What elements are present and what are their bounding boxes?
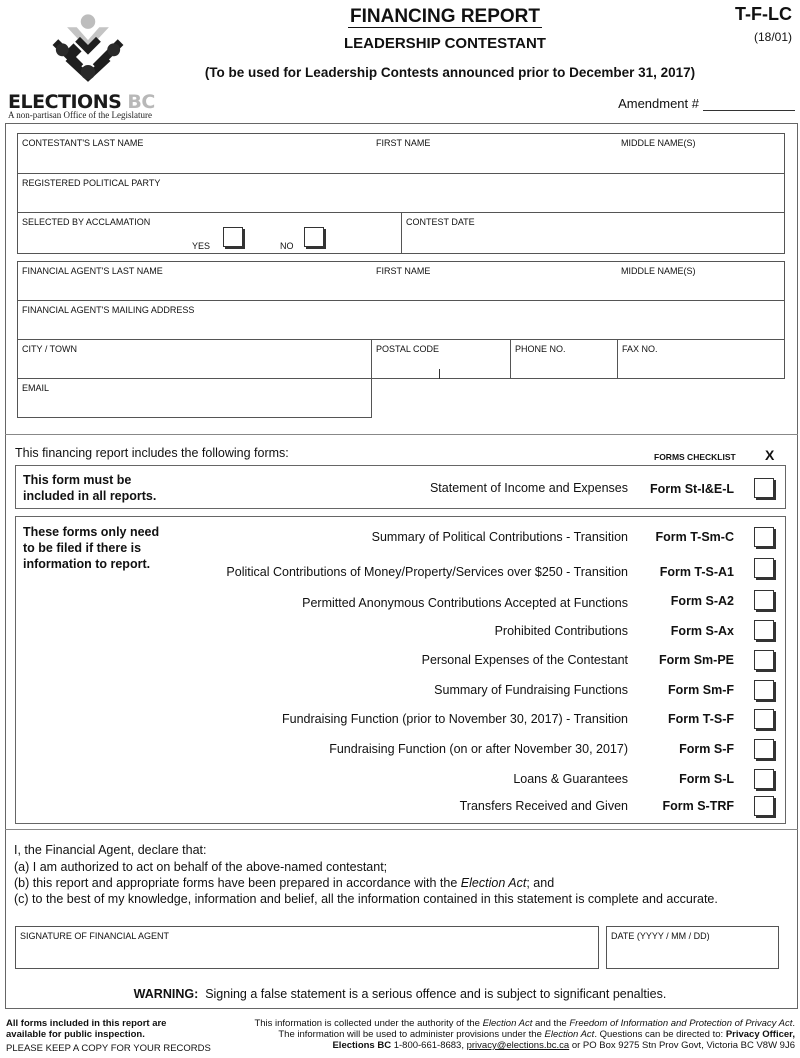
form-code-s-f: Form S-F	[679, 742, 734, 756]
signature-field[interactable]	[15, 926, 599, 969]
postal-code-separator	[439, 369, 440, 379]
checkbox-sm-pe[interactable]	[754, 650, 774, 670]
acclamation-label: SELECTED BY ACCLAMATION	[22, 217, 151, 227]
form-desc-st-ie-l: Statement of Income and Expenses	[429, 481, 628, 495]
checklist-x-mark: X	[765, 447, 775, 463]
signature-label: SIGNATURE OF FINANCIAL AGENT	[20, 931, 170, 941]
phone-field[interactable]	[510, 339, 618, 379]
amendment-label: Amendment #	[618, 96, 699, 111]
page-title: FINANCING REPORT	[350, 6, 540, 27]
form-code-s-a2: Form S-A2	[670, 594, 734, 608]
form-desc-s-f: Fundraising Function (on or after November 30, 2017)	[329, 742, 628, 756]
checkbox-t-s-f[interactable]	[754, 709, 774, 729]
city-label: CITY / TOWN	[22, 344, 78, 354]
optional-group-title: These forms only need to be filed if there is information to report.	[23, 525, 160, 571]
form-desc-t-sm-c: Summary of Political Contributions - Transition	[371, 530, 628, 544]
date-field[interactable]	[606, 926, 779, 969]
section-divider	[5, 829, 798, 830]
acclamation-no-checkbox[interactable]	[304, 227, 324, 247]
checkbox-sm-f[interactable]	[754, 680, 774, 700]
checkbox-t-s-a1[interactable]	[754, 558, 774, 578]
city-field[interactable]	[17, 339, 372, 379]
form-code-t-sm-c: Form T-Sm-C	[655, 530, 734, 544]
agent-first-name-label: FIRST NAME	[376, 266, 431, 276]
section-divider	[5, 434, 798, 435]
form-version: (18/01)	[753, 30, 792, 44]
form-code-t-s-a1: Form T-S-A1	[659, 565, 734, 579]
form-code-s-trf: Form S-TRF	[662, 799, 734, 813]
yes-label: YES	[192, 241, 211, 251]
date-label: DATE (YYYY / MM / DD)	[611, 931, 710, 941]
form-desc-s-trf: Transfers Received and Given	[459, 799, 628, 813]
contest-date-field[interactable]	[401, 212, 785, 254]
phone-label: PHONE NO.	[515, 344, 566, 354]
usage-note: (To be used for Leadership Contests announced prior to December 31, 2017)	[204, 65, 696, 80]
org-name: ELECTIONS BC	[8, 91, 155, 113]
org-tagline: A non-partisan Office of the Legislature	[8, 110, 153, 120]
fax-field[interactable]	[617, 339, 785, 379]
declaration-b: (b) this report and appropriate forms have been prepared in accordance with the Election Act; and	[14, 876, 555, 890]
contestant-name-row[interactable]	[17, 133, 785, 174]
form-desc-s-ax: Prohibited Contributions	[494, 624, 628, 638]
form-code-s-ax: Form S-Ax	[670, 624, 734, 638]
acclamation-field	[17, 212, 402, 254]
party-field[interactable]	[17, 173, 785, 213]
form-desc-t-s-a1: Political Contributions of Money/Property/Services over $250 - Transition	[226, 565, 628, 579]
checkbox-st-ie-l[interactable]	[754, 478, 774, 498]
optional-forms-group	[15, 516, 786, 824]
agent-name-row[interactable]	[17, 261, 785, 301]
postal-code-field[interactable]	[371, 339, 511, 379]
postal-code-label: POSTAL CODE	[376, 344, 440, 354]
contest-date-label: CONTEST DATE	[406, 217, 475, 227]
form-code-t-s-f: Form T-S-F	[668, 712, 734, 726]
page-subtitle: LEADERSHIP CONTESTANT	[344, 35, 546, 52]
agent-last-name-label: FINANCIAL AGENT'S LAST NAME	[22, 266, 163, 276]
footer-privacy-notice: This information is collected under the authority of the Election Act and the Freedom of Information and Protection of Privacy Act. The information will be used to administer provisions under the Election Act. Questions can be directed to: Privacy Officer, Elections BC 1-800-661-8683, privacy@elections.bc.ca or PO Box 9275 Stn Prov Govt, Victoria BC V8W 9J6	[254, 1018, 795, 1051]
form-code-st-ie-l: Form St-I&E-L	[649, 482, 734, 496]
form-desc-s-l: Loans & Guarantees	[513, 772, 628, 786]
form-code-s-l: Form S-L	[679, 772, 734, 786]
footer-public-notice: All forms included in this report are available for public inspection. PLEASE KEEP A COPY FOR YOUR RECORDS	[6, 1018, 211, 1054]
party-label: REGISTERED POLITICAL PARTY	[22, 178, 161, 188]
warning-notice: WARNING: Signing a false statement is a serious offence and is subject to significant penalties.	[133, 987, 667, 1001]
form-desc-sm-pe: Personal Expenses of the Contestant	[421, 653, 628, 667]
agent-middle-name-label: MIDDLE NAME(S)	[621, 266, 696, 276]
checkbox-s-trf[interactable]	[754, 796, 774, 816]
amendment-input[interactable]	[703, 97, 795, 111]
form-desc-s-a2: Permitted Anonymous Contributions Accepted at Functions	[302, 596, 628, 610]
elections-bc-logo-icon	[8, 8, 168, 98]
form-code-sm-f: Form Sm-F	[668, 683, 734, 697]
no-label: NO	[280, 241, 294, 251]
checkbox-t-sm-c[interactable]	[754, 527, 774, 547]
form-desc-t-s-f: Fundraising Function (prior to November 30, 2017) - Transition	[282, 712, 628, 726]
email-field[interactable]	[17, 378, 372, 418]
contestant-last-name-label: CONTESTANT'S LAST NAME	[22, 138, 144, 148]
declaration-intro: I, the Financial Agent, declare that:	[14, 843, 207, 857]
agent-address-label: FINANCIAL AGENT'S MAILING ADDRESS	[22, 305, 195, 315]
form-desc-sm-f: Summary of Fundraising Functions	[434, 683, 628, 697]
checkbox-s-a2[interactable]	[754, 590, 774, 610]
amendment-field	[618, 96, 795, 111]
declaration-a: (a) I am authorized to act on behalf of the above-named contestant;	[14, 860, 388, 874]
declaration-c: (c) to the best of my knowledge, information and belief, all the information contained in this statement is complete and accurate.	[14, 892, 718, 906]
checkbox-s-f[interactable]	[754, 739, 774, 759]
form-code-sm-pe: Form Sm-PE	[658, 653, 734, 667]
forms-checklist-label: FORMS CHECKLIST	[654, 452, 736, 462]
email-label: EMAIL	[22, 383, 50, 393]
acclamation-yes-checkbox[interactable]	[223, 227, 243, 247]
contestant-first-name-label: FIRST NAME	[376, 138, 431, 148]
agent-address-field[interactable]	[17, 300, 785, 340]
form-code: T-F-LC	[735, 4, 792, 24]
forms-intro: This financing report includes the following forms:	[15, 446, 289, 460]
fax-label: FAX NO.	[622, 344, 658, 354]
required-group-title: This form must be included in all reports.	[23, 473, 157, 503]
privacy-email-link[interactable]: privacy@elections.bc.ca	[466, 1040, 570, 1051]
checkbox-s-ax[interactable]	[754, 620, 774, 640]
contestant-middle-name-label: MIDDLE NAME(S)	[621, 138, 696, 148]
checkbox-s-l[interactable]	[754, 769, 774, 789]
